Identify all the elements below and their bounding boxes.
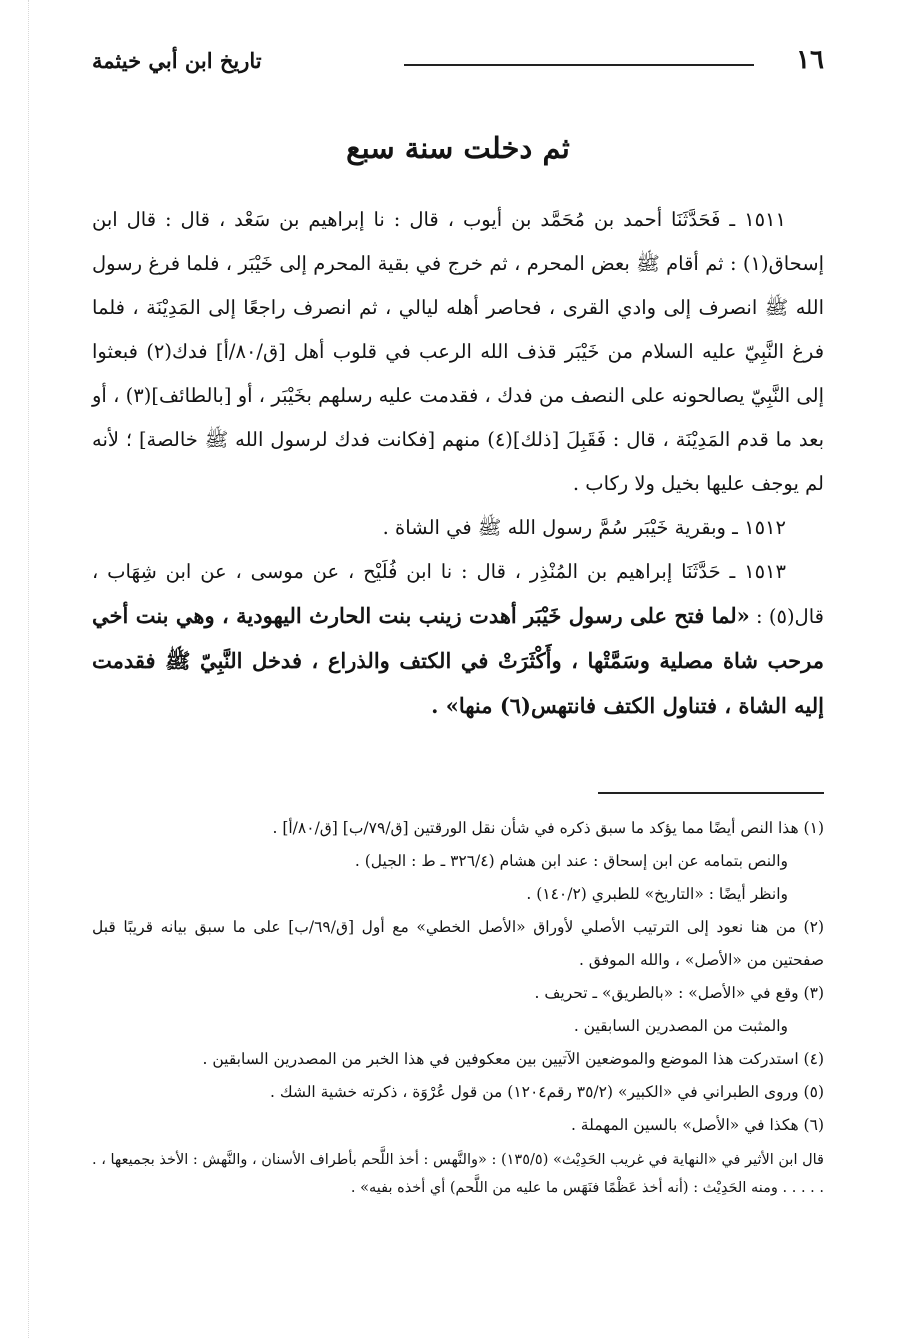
section-title: ثم دخلت سنة سبع <box>346 131 570 165</box>
margin-dotted-rule <box>28 0 29 1338</box>
header-rule <box>404 64 754 66</box>
footnote-4: (٤) استدركت هذا الموضع والموضعين الآتيين بين معكوفين في هذا الخبر من المصدرين السابقين . <box>202 1050 824 1068</box>
footnote-1: (١) هذا النص أيضًا مما يؤكد ما سبق ذكره في شأن نقل الورقتين [ق/٧٩/ب] [ق/٨٠/أ] . <box>272 819 824 837</box>
footnote-5: (٥) وروى الطبراني في «الكبير» (٣٥/٢ رقم١٢٠٤) من قول عُرْوَة ، ذكرته خشية الشك . <box>269 1083 824 1101</box>
hadith-1513-isnad: ١٥١٣ ـ حَدَّثَنَا إبراهيم بن المُنْذِر ، قال : نا ابن فُلَيْح ، عن موسى ، عن ابن شِهَاب ، قال(٥) : <box>92 560 824 628</box>
main-text <box>92 198 824 729</box>
footnote-2: (٢) من هنا نعود إلى الترتيب الأصلي لأوراق «الأصل الخطي» مع أول [ق/٦٩/ب] على ما سبق بيانه قريبًا قبل صفحتين من «الأصل» ، والله الموفق . <box>92 918 824 969</box>
footnote-separator <box>598 792 824 794</box>
footnote-6: (٦) هكذا في «الأصل» بالسين المهملة . <box>570 1116 824 1134</box>
hadith-1513-matn: «لما فتح على رسول خَيْبَر أهدت زينب بنت الحارث اليهودية ، وهي بنت أخي مرحب شاة مصلية وسَمَّتْها ، وأَكْثَرَتْ في الكتف والذراع ، فدخل النَّبِيّ ﷺ فقدمت إليه الشاة ، فتناول الكتف فانتهس(٦) منها» . <box>92 603 824 718</box>
running-header <box>92 42 824 82</box>
page-number: ١٦ <box>796 45 824 75</box>
footnote-3-cont: والمثبت من المصدرين السابقين . <box>573 1017 788 1035</box>
footnote-6-quote: قال ابن الأثير في «النهاية في غريب الحَدِيْث» (١٣٥/٥) : «والنَّهس : أخذ اللَّحم بأطراف الأسنان ، والنَّهش : الأخذ بجميعها ، . . . . . . ومنه الحَدِيْث : (أنه أخذ عَظْمًا فنَهَس ما عليه من اللَّحم) أي أخذه بفيه» . <box>92 1152 824 1196</box>
hadith-1511: ١٥١١ ـ فَحَدَّثَنَا أحمد بن مُحَمَّد بن أيوب ، قال : نا إبراهيم بن سَعْد ، قال : قال ابن إسحاق(١) : ثم أقام ﷺ بعض المحرم ، ثم خرج في بقية المحرم إلى خَيْبَر ، فلما فرغ رسول الله ﷺ انصرف إلى وادي القرى ، فحاصر أهله ليالي ، ثم انصرف راجعًا إلى المَدِيْنَة ، فلما فرغ النَّبِيّ عليه السلام من خَيْبَر قذف الله الرعب في قلوب أهل [ق/٨٠/أ] فدك(٢) فبعثوا إلى النَّبِيّ يصالحونه على النصف من فدك ، فقدمت عليه رسلهم بخَيْبَر ، أو [بالطائف](٣) ، أو بعد ما قدم المَدِيْنَة ، قال : فَقَبِلَ [ذلك](٤) منهم [فكانت فدك لرسول الله ﷺ خالصة] ؛ لأنه لم يوجف عليها بخيل ولا ركاب . <box>92 208 825 495</box>
footnote-1-cont-a: والنص بتمامه عن ابن إسحاق : عند ابن هشام (٣٢٦/٤ ـ ط : الجيل) . <box>354 852 788 870</box>
hadith-1512: ١٥١٢ ـ وبقرية خَيْبَر سُمَّ رسول الله ﷺ في الشاة . <box>382 516 786 539</box>
footnotes <box>92 812 824 1202</box>
book-title: تاريخ ابن أبي خيثمة <box>92 48 262 73</box>
footnote-3: (٣) وقع في «الأصل» : «بالطريق» ـ تحريف . <box>534 984 824 1002</box>
hadith-1513 <box>92 550 824 729</box>
footnote-1-cont-b: وانظر أيضًا : «التاريخ» للطبري (١٤٠/٢) . <box>526 885 788 903</box>
